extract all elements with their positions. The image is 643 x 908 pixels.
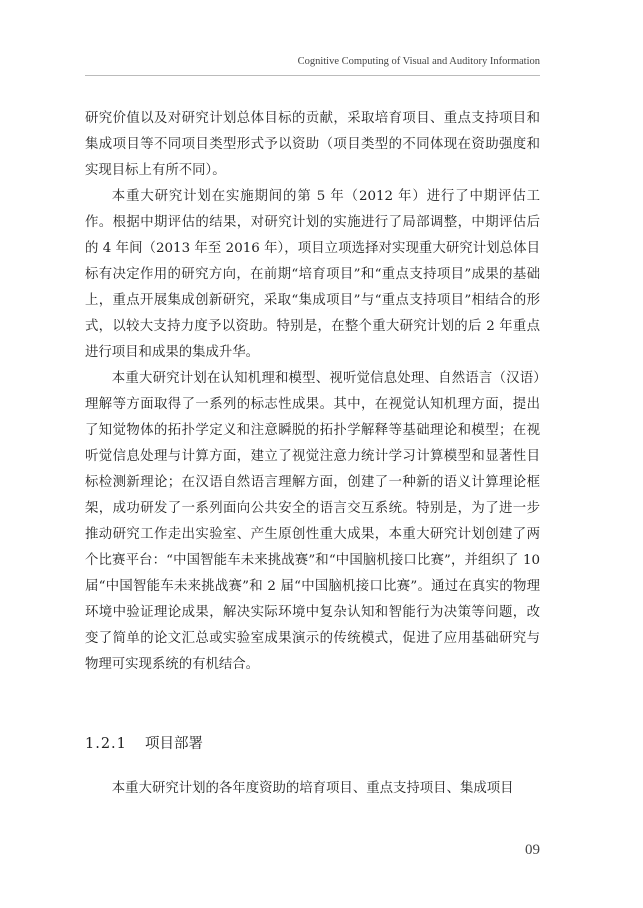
paragraph-3: 本重大研究计划在认知机理和模型、视听觉信息处理、自然语言（汉语）理解等方面取得了一系列的标志性成果。其中，在视觉认知机理方面，提出了知觉物体的拓扑学定义和注意瞬脱的拓扑学解释等基础理论和模型；在视听觉信息处理与计算方面，建立了视觉注意力统计学习计算模型和显著性目标检测新理论；在汉语自然语言理解方面，创建了一种新的语义计算理论框架，成功研发了一系列面向公共安全的语言交互系统。特别是，为了进一步推动研究工作走出实验室、产生原创性重大成果，本重大研究计划创建了两个比赛平台：“中国智能车未来挑战赛”和“中国脑机接口比赛”，并组织了 10 届“中国智能车未来挑战赛”和 2 届“中国脑机接口比赛”。通过在真实的物理环境中验证理论成果，解决实际环境中复杂认知和智能行为决策等问题，改变了简单的论文汇总或实验室成果演示的传统模式，促进了应用基础研究与物理可实现系统的有机结合。 <box>85 371 540 672</box>
section-number: 1.2.1 <box>85 736 127 752</box>
section-title: 项目部署 <box>145 736 203 752</box>
paragraph-1: 研究价值以及对研究计划总体目标的贡献，采取培育项目、重点支持项目和集成项目等不同项目类型形式予以资助（项目类型的不同体现在资助强度和实现目标上有所不同）。 <box>85 111 540 178</box>
paragraph-2: 本重大研究计划在实施期间的第 5 年（2012 年）进行了中期评估工作。根据中期评估的结果，对研究计划的实施进行了局部调整，中期评估后的 4 年间（2013 年至 2016 年），项目立项选择对实现重大研究计划总体目标有决定作用的研究方向，在前期“培育项目”和“重点支持项目”成果的基础上，重点开展集成创新研究，采取“集成项目”与“重点支持项目”相结合的形式，以较大支持力度予以资助。特别是，在整个重大研究计划的后 2 年重点进行项目和成果的集成升华。 <box>85 189 540 360</box>
body-text <box>85 106 540 678</box>
section-paragraph: 本重大研究计划的各年度资助的培育项目、重点支持项目、集成项目 <box>111 781 514 796</box>
section-heading <box>85 732 203 756</box>
running-header: Cognitive Computing of Visual and Auditory Information <box>297 56 540 67</box>
page-number: 09 <box>525 842 540 858</box>
header-rule <box>85 75 540 76</box>
